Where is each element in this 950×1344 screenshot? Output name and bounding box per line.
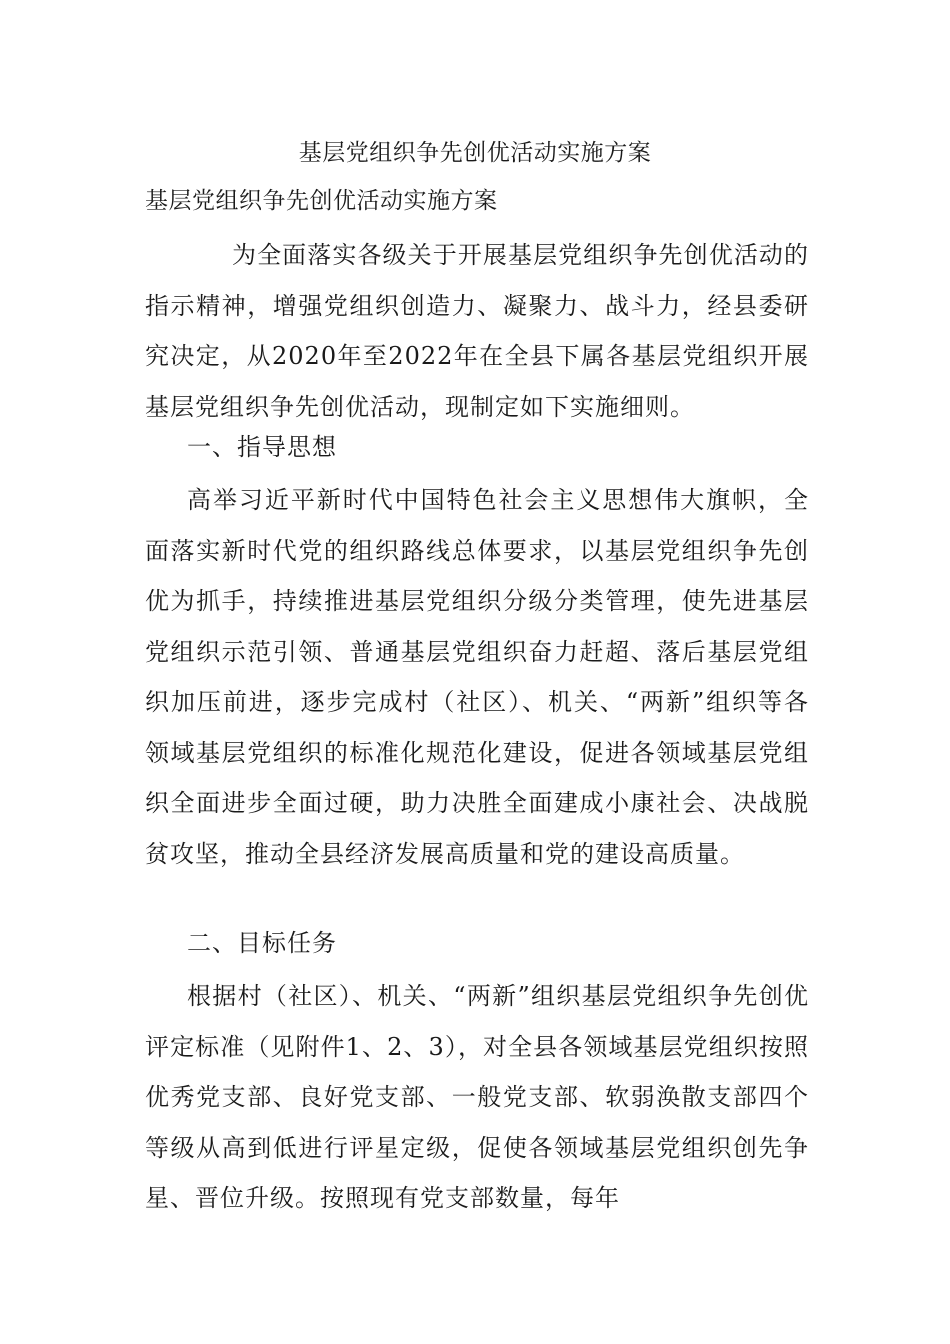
- section-paragraph-objectives: 根据村（社区）、机关、“两新”组织基层党组织争先创优评定标准（见附件1、2、3），对全县各领域基层党组织按照优秀党支部、良好党支部、一般党支部、软弱涣散支部四个等级从高到低进行评星定级，促使各领域基层党组织创先争星、晋位升级。按照现有党支部数量，每年: [145, 982, 809, 1212]
- section-heading-objectives: 二、目标任务: [187, 929, 337, 957]
- document-subtitle: 基层党组织争先创优活动实施方案: [145, 188, 498, 214]
- section-paragraph-guiding-ideology: 高举习近平新时代中国特色社会主义思想伟大旗帜，全面落实新时代党的组织路线总体要求，以基层党组织争先创优为抓手，持续推进基层党组织分级分类管理，使先进基层党组织示范引领、普通基层党组织奋力赶超、落后基层党组织加压前进，逐步完成村（社区）、机关、“两新”组织等各领域基层党组织的标准化规范化建设，促进各领域基层党组织全面进步全面过硬，助力决胜全面建成小康社会、决战脱贫攻坚，推动全县经济发展高质量和党的建设高质量。: [145, 486, 809, 868]
- intro-paragraph: 为全面落实各级关于开展基层党组织争先创优活动的指示精神，增强党组织创造力、凝聚力、战斗力，经县委研究决定，从2020年至2022年在全县下属各基层党组织开展基层党组织争先创优活动，现制定如下实施细则。: [145, 241, 809, 421]
- document-title: 基层党组织争先创优活动实施方案: [298, 140, 652, 166]
- section-heading-guiding-ideology: 一、指导思想: [187, 433, 337, 461]
